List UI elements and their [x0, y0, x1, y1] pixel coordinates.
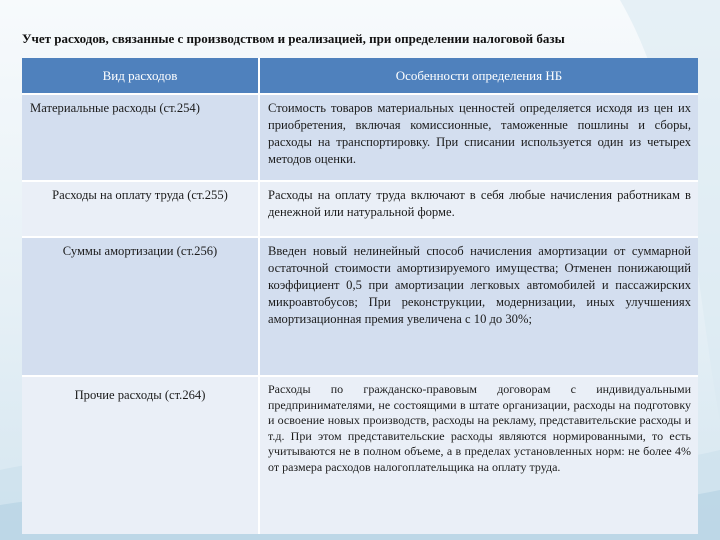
table-row	[22, 376, 698, 534]
expense-type-cell: Суммы амортизации (ст.256)	[22, 237, 259, 376]
expenses-table	[22, 58, 698, 534]
table-row	[22, 94, 698, 181]
expense-type-cell: Расходы на оплату труда (ст.255)	[22, 181, 259, 237]
expense-type-cell: Материальные расходы (ст.254)	[22, 94, 259, 181]
expense-type-cell: Прочие расходы (ст.264)	[22, 376, 259, 534]
header-expense-type: Вид расходов	[22, 58, 259, 94]
table-row	[22, 237, 698, 376]
expense-details-cell: Расходы на оплату труда включают в себя любые начисления работникам в денежной или натуральной форме.	[259, 181, 698, 237]
expense-details-cell: Расходы по гражданско-правовым договорам с индивидуальными предпринимателями, не состоящими в штате организации, расходы на подготовку и освоение новых производств, расходы на рекламу, представительские расходы и т.д. При этом представительские расходы являются нормированными, то есть учитываются не в полном объеме, а в пределах установленных норм: не более 4% от размера расходов налогоплательщика на оплату труда.	[259, 376, 698, 534]
table-row	[22, 181, 698, 237]
expense-details-cell: Стоимость товаров материальных ценностей определяется исходя из цен их приобретения, включая комиссионные, таможенные пошлины и сборы, расходы на транспортировку. При списании используется один из четырех методов оценки.	[259, 94, 698, 181]
header-determination-features: Особенности определения НБ	[259, 58, 698, 94]
table-header-row	[22, 58, 698, 94]
slide-title: Учет расходов, связанные с производством и реализацией, при определении налоговой базы	[22, 31, 565, 46]
expense-details-cell: Введен новый нелинейный способ начисления амортизации от суммарной остаточной стоимости амортизируемого имущества; Отменен понижающий коэффициент 0,5 при амортизации легковых автомобилей и пассажирских микроавтобусов; При реконструкции, модернизации, иных улучшениях амортизационная премия увеличена с 10 до 30%;	[259, 237, 698, 376]
